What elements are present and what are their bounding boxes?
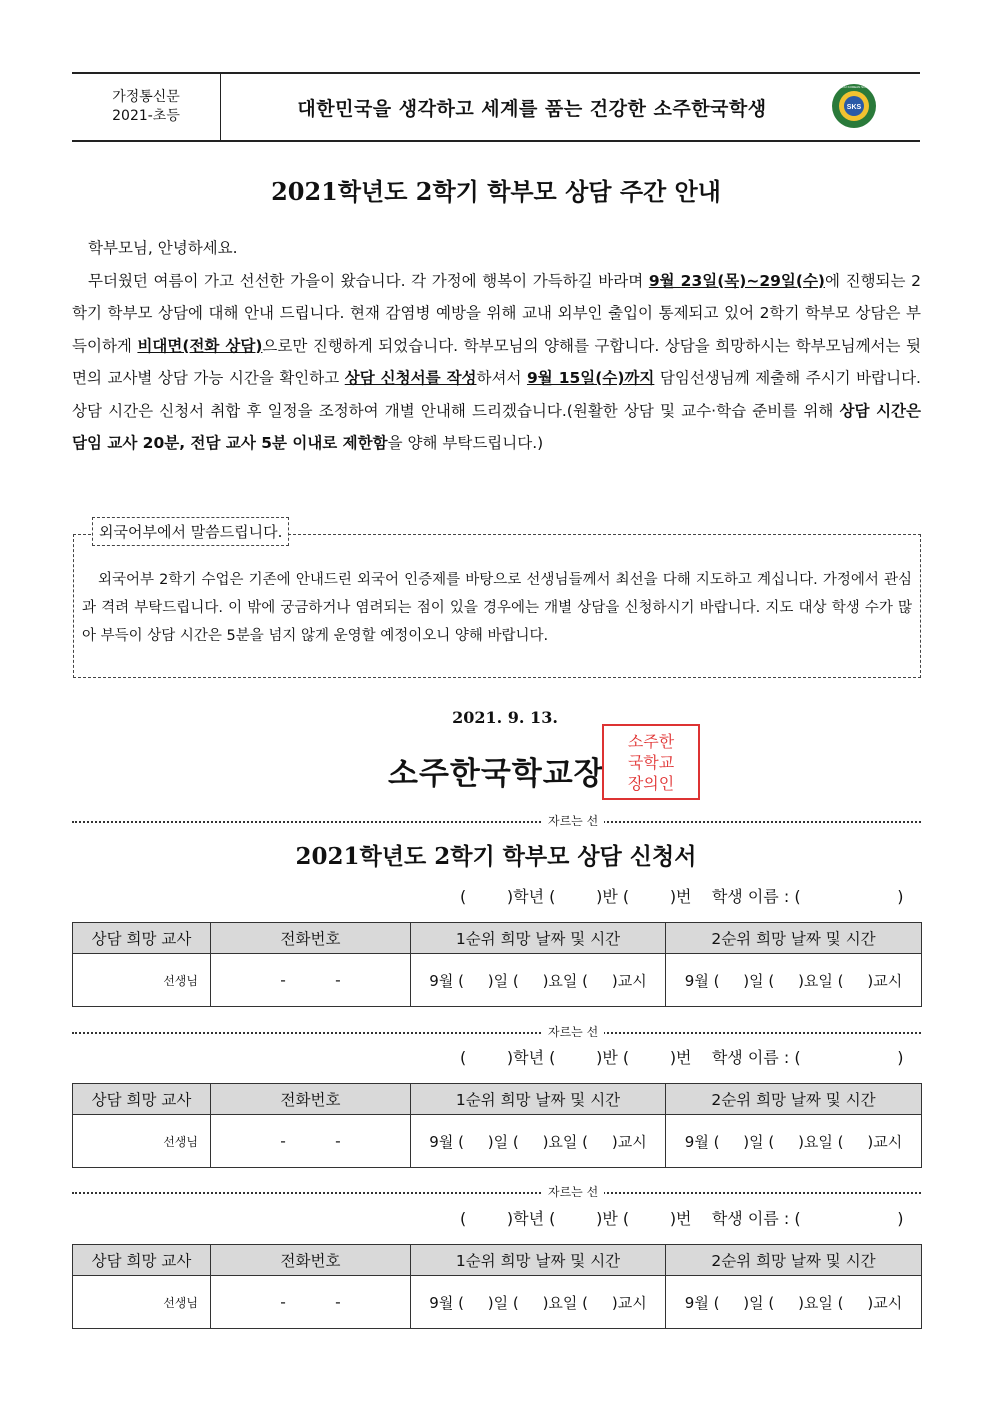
header-teacher: 상담 희망 교사 xyxy=(73,923,211,954)
doc-code: 2021-초등 xyxy=(112,108,180,124)
form-instruction: 상담 신청서를 작성 xyxy=(344,369,477,387)
header-first-choice: 1순위 희망 날짜 및 시간 xyxy=(411,1245,666,1276)
principal-seal: 소주한 국학교 장의인 xyxy=(602,724,700,800)
header-teacher: 상담 희망 교사 xyxy=(73,1084,211,1115)
student-info-row[interactable]: ( )학년 ( )반 ( )번 학생 이름 : ( ) xyxy=(460,1209,904,1228)
second-choice-field[interactable]: 9월 ( )일 ( )요일 ( )교시 xyxy=(666,1115,922,1168)
header-second-choice: 2순위 희망 날짜 및 시간 xyxy=(666,1084,922,1115)
second-choice-field[interactable]: 9월 ( )일 ( )요일 ( )교시 xyxy=(666,954,922,1007)
school-logo-icon xyxy=(824,82,884,130)
header-second-choice: 2순위 희망 날짜 및 시간 xyxy=(666,1245,922,1276)
application-table xyxy=(72,1083,922,1168)
foreign-box-text: 외국어부 2학기 수업은 기존에 안내드린 외국어 인증제를 바탕으로 선생님들께서 최선을 다해 지도하고 계십니다. 가정에서 관심과 격려 부탁드립니다. 이 밖에 궁금하거나 염려되는 점이 있을 경우에는 개별 상담을 신청하시기 바랍니다. 지도 대상 학생 수가 많아 부득이 상담 시간은 5분을 넘지 않게 운영할 예정이오니 양해 바랍니다. xyxy=(82,572,912,644)
foreign-box-label: 외국어부에서 말씀드립니다. xyxy=(92,517,289,546)
header-teacher: 상담 희망 교사 xyxy=(73,1245,211,1276)
first-choice-field[interactable]: 9월 ( )일 ( )요일 ( )교시 xyxy=(411,954,666,1007)
cut-line: 자르는 선 xyxy=(72,813,921,829)
application-table xyxy=(72,1244,922,1329)
deadline: 9월 15일(수)까지 xyxy=(526,369,655,387)
teacher-field[interactable]: 선생님 xyxy=(73,954,211,1007)
phone-field[interactable]: - - xyxy=(211,954,411,1007)
time-limit: 상담 시간은 담임 교사 20분, 전담 교사 5분 이내로 제한함 xyxy=(72,401,922,452)
header-second-choice: 2순위 희망 날짜 및 시간 xyxy=(666,923,922,954)
consult-mode: 비대면(전화 상담) xyxy=(137,336,263,355)
doc-type: 가정통신문 xyxy=(112,89,180,105)
consult-dates: 9월 23일(목)~29일(수) xyxy=(648,271,826,290)
greeting: 학부모님, 안녕하세요. xyxy=(88,239,238,257)
header-phone: 전화번호 xyxy=(211,1084,411,1115)
principal-name: 소주한국학교장 xyxy=(388,756,605,792)
phone-field[interactable]: - - xyxy=(211,1276,411,1329)
notice-paragraph: 무더웠던 여름이 가고 선선한 가을이 왔습니다. 각 가정에 행복이 가득하길 바라며 9월 23일(목)~29일(수)에 진행되는 2학기 학부모 상담에 대해 안내 드립니다. 현재 감염병 예방을 위해 교내 외부인 출입이 통제되고 있어 2학기 학부모 상담은 부득이하게 비대면(전화 상담)으로만 진행하게 되었습니다. 학부모님의 양해를 구합니다. 상담을 희망하시는 학부모님께서는 뒷면의 교사별 상담 가능 시간을 확인하고 상담 신청서를 작성하셔서 9월 15일(수)까지 담임선생님께 제출해 주시기 바랍니다. 상담 시간은 신청서 취합 후 일정을 조정하여 개별 안내해 드리겠습니다.(원활한 상담 및 교수·학습 준비를 위해 상담 시간은 담임 교사 20분, 전담 교사 5분 이내로 제한함을 양해 부탁드립니다.) xyxy=(72,271,922,452)
header-phone: 전화번호 xyxy=(211,923,411,954)
application-table xyxy=(72,922,922,1007)
doc-type-cell xyxy=(72,74,221,140)
cut-line: 자르는 선 xyxy=(72,1184,921,1200)
school-slogan: 대한민국을 생각하고 세계를 품는 건강한 소주한국학생 xyxy=(297,97,767,120)
student-info-row[interactable]: ( )학년 ( )반 ( )번 학생 이름 : ( ) xyxy=(460,887,904,906)
logo-text: SKS xyxy=(846,104,862,111)
notice-body xyxy=(72,232,921,460)
letter-header xyxy=(72,72,920,142)
header-phone: 전화번호 xyxy=(211,1245,411,1276)
first-choice-field[interactable]: 9월 ( )일 ( )요일 ( )교시 xyxy=(411,1276,666,1329)
form-title: 2021학년도 2학기 학부모 상담 신청서 xyxy=(295,843,697,870)
first-choice-field[interactable]: 9월 ( )일 ( )요일 ( )교시 xyxy=(411,1115,666,1168)
teacher-field[interactable]: 선생님 xyxy=(73,1115,211,1168)
logo-ring-text: SUZHOU KOREAN SCHOOL xyxy=(834,85,874,89)
header-first-choice: 1순위 희망 날짜 및 시간 xyxy=(411,1084,666,1115)
notice-title: 2021학년도 2학기 학부모 상담 주간 안내 xyxy=(271,177,721,206)
notice-date: 2021. 9. 13. xyxy=(452,708,558,727)
phone-field[interactable]: - - xyxy=(211,1115,411,1168)
cut-line: 자르는 선 xyxy=(72,1024,921,1040)
header-first-choice: 1순위 희망 날짜 및 시간 xyxy=(411,923,666,954)
student-info-row[interactable]: ( )학년 ( )반 ( )번 학생 이름 : ( ) xyxy=(460,1048,904,1067)
teacher-field[interactable]: 선생님 xyxy=(73,1276,211,1329)
second-choice-field[interactable]: 9월 ( )일 ( )요일 ( )교시 xyxy=(666,1276,922,1329)
